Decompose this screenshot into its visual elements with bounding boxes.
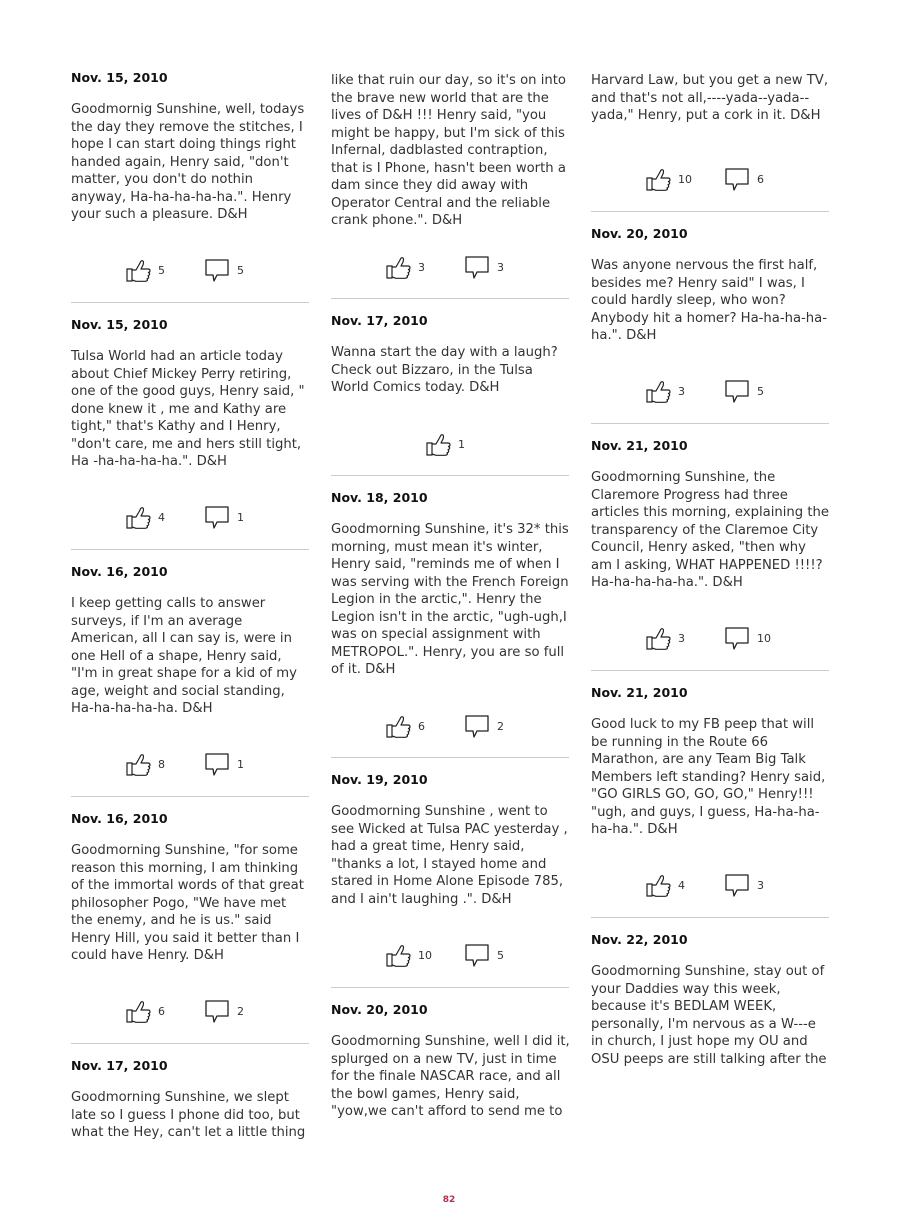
post [331, 772, 569, 907]
thumbs-up-icon [385, 942, 411, 968]
speech-bubble-icon [204, 257, 230, 283]
comment-count: 2 [497, 720, 504, 733]
comment-count: 5 [757, 385, 764, 398]
like-button[interactable] [645, 166, 715, 196]
divider [591, 423, 829, 424]
like-button[interactable] [125, 751, 195, 781]
post [71, 70, 309, 222]
post-stats [591, 166, 829, 196]
comment-count: 1 [237, 511, 244, 524]
divider [331, 987, 569, 988]
divider [71, 796, 309, 797]
thumbs-up-icon [645, 166, 671, 192]
comment-button[interactable] [464, 713, 534, 743]
post-text: Goodmorning Sunshine, well I did it, splurged on a new TV, just in time for the finale NASCAR race, and all the bowl games, Henry said, "yow,we can't afford to send me to [331, 1034, 570, 1119]
like-count: 6 [418, 720, 425, 733]
post-date: Nov. 19, 2010 [331, 772, 428, 787]
post-date: Nov. 15, 2010 [71, 70, 168, 85]
like-button[interactable] [125, 257, 195, 287]
like-button[interactable] [425, 431, 495, 461]
thumbs-up-icon [125, 504, 151, 530]
post [591, 932, 829, 1067]
comment-button[interactable] [204, 257, 274, 287]
speech-bubble-icon [204, 751, 230, 777]
like-count: 6 [158, 1005, 165, 1018]
post-stats [71, 504, 309, 534]
post-text: Goodmorning Sunshine, we slept late so I guess I phone did too, but what the Hey, can't let a little thing [71, 1090, 306, 1140]
like-button[interactable] [645, 378, 715, 408]
post-text: Tulsa World had an article today about Chief Mickey Perry retiring, one of the good guys, Henry said, " done knew it , me and Kathy are tight," that's Kathy and I Henry, "don't care, me and hers still tight, Ha -ha-ha-ha-ha.". D&H [71, 349, 305, 469]
post-date: Nov. 18, 2010 [331, 490, 428, 505]
post-text: Goodmornig Sunshine, well, todays the day they remove the stitches, I hope I can start doing things right handed again, Henry said, "don't matter, you don't do nothin anyway, Ha-ha-ha-ha-ha.". Henry your such a pleasure. D&H [71, 102, 305, 222]
like-button[interactable] [385, 713, 455, 743]
comment-count: 1 [237, 758, 244, 771]
post-date: Nov. 21, 2010 [591, 438, 688, 453]
speech-bubble-icon [204, 504, 230, 530]
thumbs-up-icon [385, 713, 411, 739]
post-text-continued: like that ruin our day, so it's on into the brave new world that are the lives of D&H !!! Henry said, "you might be happy, but I'm sick of this Infernal, dadblasted contraption, that is I Phone, hasn't been worth a dam since they did away with Operator Central and the reliable crank phone.". D&H [331, 73, 566, 228]
like-button[interactable] [125, 998, 195, 1028]
post-stats [71, 751, 309, 781]
comment-count: 5 [497, 949, 504, 962]
thumbs-up-icon [645, 378, 671, 404]
post-stats [331, 254, 569, 284]
speech-bubble-icon [724, 872, 750, 898]
post-date: Nov. 20, 2010 [591, 226, 688, 241]
post [331, 490, 569, 677]
speech-bubble-icon [724, 166, 750, 192]
thumbs-up-icon [125, 257, 151, 283]
like-button[interactable] [385, 254, 455, 284]
page-number: 82 [442, 1195, 456, 1205]
comment-button[interactable] [724, 872, 794, 902]
divider [591, 917, 829, 918]
post [71, 1058, 309, 1140]
speech-bubble-icon [464, 254, 490, 280]
post [331, 313, 569, 395]
comment-button[interactable] [464, 254, 534, 284]
like-count: 10 [678, 173, 692, 186]
like-count: 1 [458, 438, 465, 451]
post-text: Wanna start the day with a laugh? Check out Bizzaro, in the Tulsa World Comics today. D&H [331, 345, 558, 395]
like-count: 10 [418, 949, 432, 962]
post-text: Goodmorning Sunshine , went to see Wicked at Tulsa PAC yesterday , had a great time, Henry said, "thanks a lot, I stayed home and stared in Home Alone Episode 785, and I ain't laughing .". D&H [331, 804, 568, 907]
like-count: 3 [418, 261, 425, 274]
post [331, 1002, 570, 1119]
post [591, 438, 829, 590]
post-stats [71, 998, 309, 1028]
comment-button[interactable] [204, 751, 274, 781]
divider [71, 302, 309, 303]
post [71, 811, 309, 963]
comment-count: 3 [757, 879, 764, 892]
post-text: Goodmorning Sunshine, "for some reason this morning, I am thinking of the immortal words of that great philosopher Pogo, "We have met the enemy, and he is us." said Henry Hill, you said it better than I could have Henry. D&H [71, 843, 304, 963]
like-button[interactable] [125, 504, 195, 534]
comment-button[interactable] [724, 625, 794, 655]
post [591, 685, 829, 837]
divider [331, 757, 569, 758]
thumbs-up-icon [385, 254, 411, 280]
post-stats [331, 942, 569, 972]
post-text: Was anyone nervous the first half, besides me? Henry said" I was, I could hardly sleep, who won? Anybody hit a homer? Ha-ha-ha-ha-ha.". D&H [591, 258, 827, 343]
post-date: Nov. 20, 2010 [331, 1002, 428, 1017]
like-count: 3 [678, 385, 685, 398]
comment-button[interactable] [204, 998, 274, 1028]
comment-count: 10 [757, 632, 771, 645]
post-date: Nov. 17, 2010 [331, 313, 428, 328]
post-date: Nov. 22, 2010 [591, 932, 688, 947]
speech-bubble-icon [464, 713, 490, 739]
post-stats [591, 625, 829, 655]
speech-bubble-icon [724, 378, 750, 404]
comment-button[interactable] [464, 942, 534, 972]
speech-bubble-icon [204, 998, 230, 1024]
comment-button[interactable] [204, 504, 274, 534]
like-button[interactable] [645, 872, 715, 902]
comment-count: 6 [757, 173, 764, 186]
comment-count: 5 [237, 264, 244, 277]
comment-count: 3 [497, 261, 504, 274]
divider [331, 298, 569, 299]
thumbs-up-icon [125, 998, 151, 1024]
comment-count: 2 [237, 1005, 244, 1018]
post-date: Nov. 17, 2010 [71, 1058, 168, 1073]
post [71, 317, 309, 469]
divider [71, 549, 309, 550]
thumbs-up-icon [645, 872, 671, 898]
like-button[interactable] [645, 625, 715, 655]
post-text: Good luck to my FB peep that will be running in the Route 66 Marathon, are any Team Big Talk Members left standing? Henry said, "GO GIRLS GO, GO, GO," Henry!!! "ugh, and guys, I guess, Ha-ha-ha-ha-ha.". D&H [591, 717, 826, 837]
post-stats [71, 257, 309, 287]
post-text: I keep getting calls to answer surveys, if I'm an average American, all I can say is, were in one Hell of a shape, Henry said, "I'm in great shape for a kid of my age, weight and social standing, Ha-ha-ha-ha-ha. D&H [71, 596, 297, 716]
post-stats [591, 872, 829, 902]
comment-button[interactable] [724, 378, 794, 408]
like-count: 5 [158, 264, 165, 277]
divider [591, 670, 829, 671]
post-text: Goodmorning Sunshine, the Claremore Progress had three articles this morning, explaining the transparency of the Claremoe City Council, Henry asked, "then why am I asking, WHAT HAPPENED !!!!? Ha-ha-ha-ha-ha.". D&H [591, 470, 829, 590]
divider [331, 475, 569, 476]
speech-bubble-icon [724, 625, 750, 651]
post-stats [331, 713, 569, 743]
post-stats [331, 431, 569, 461]
post [71, 564, 309, 716]
thumbs-up-icon [425, 431, 451, 457]
divider [71, 1043, 309, 1044]
like-count: 4 [158, 511, 165, 524]
divider [591, 211, 829, 212]
post-text: Goodmorning Sunshine, stay out of your Daddies way this week, because it's BEDLAM WEEK, personally, I'm nervous as a W---e in church, I just hope my OU and OSU peeps are still talking after the [591, 964, 827, 1067]
post-date: Nov. 21, 2010 [591, 685, 688, 700]
post-date: Nov. 15, 2010 [71, 317, 168, 332]
like-count: 8 [158, 758, 165, 771]
post-date: Nov. 16, 2010 [71, 564, 168, 579]
like-count: 4 [678, 879, 685, 892]
comment-button[interactable] [724, 166, 794, 196]
thumbs-up-icon [645, 625, 671, 651]
like-count: 3 [678, 632, 685, 645]
thumbs-up-icon [125, 751, 151, 777]
like-button[interactable] [385, 942, 455, 972]
post-text: Goodmorning Sunshine, it's 32* this morning, must mean it's winter, Henry said, "reminds me of when I was serving with the French Foreign Legion in the arctic,". Henry the Legion isn't in the arctic, "ugh-ugh,I was on special assignment with METROPOL.". Henry, you are so full of it. D&H [331, 522, 569, 677]
speech-bubble-icon [464, 942, 490, 968]
post-stats [591, 378, 829, 408]
post [591, 226, 829, 343]
post-date: Nov. 16, 2010 [71, 811, 168, 826]
post-text-continued: Harvard Law, but you get a new TV, and that's not all,----yada--yada--yada," Henry, put a cork in it. D&H [591, 73, 829, 123]
